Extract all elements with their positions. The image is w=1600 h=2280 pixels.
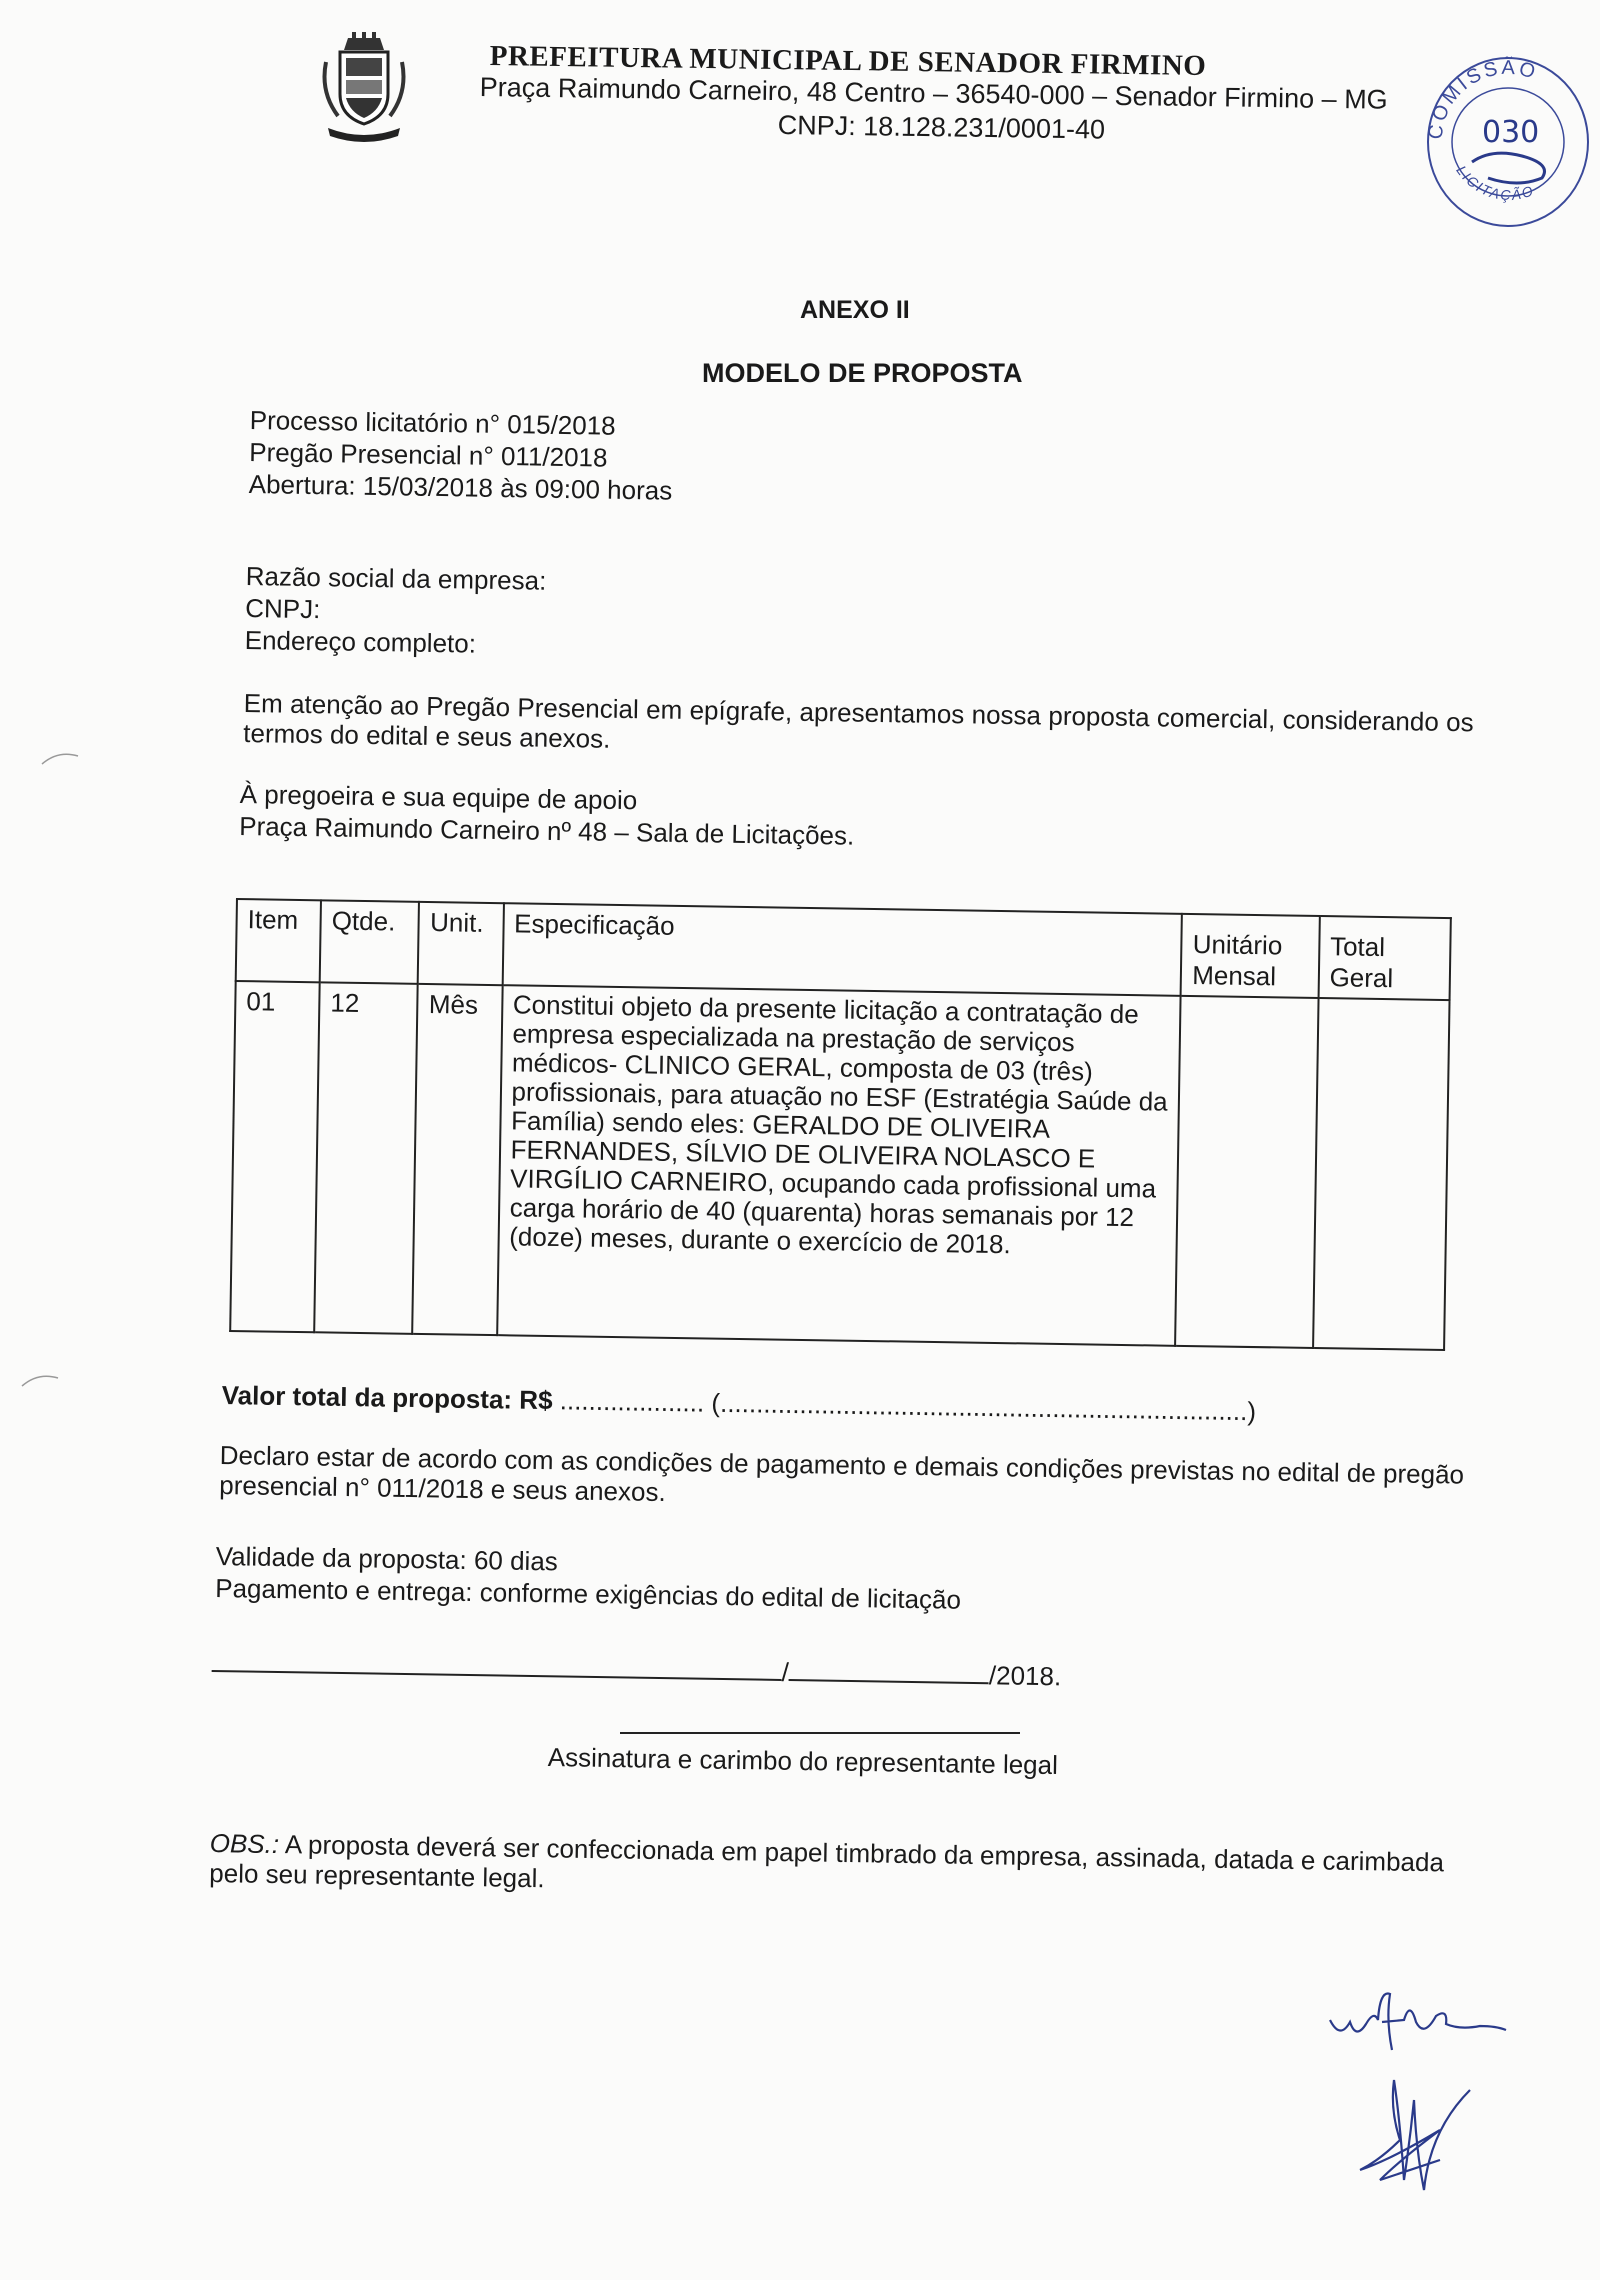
header-title: PREFEITURA MUNICIPAL DE SENADOR FIRMINO [489, 40, 1207, 83]
table-row [230, 981, 1449, 1350]
margin-mark [20, 1370, 60, 1390]
commission-stamp [1422, 52, 1592, 228]
header-address: Praça Raimundo Carneiro, 48 Centro – 36540-000 – Senador Firmino – MG [479, 72, 1388, 115]
company-fields [244, 560, 945, 667]
declaration-paragraph: Declaro estar de acordo com as condições de pagamento e demais condições previstas no edital de pregão presencial n° 011/2018 e seus anexos. [219, 1440, 1465, 1508]
process-info [248, 404, 949, 511]
annex-title: ANEXO II [800, 296, 910, 324]
signature-line [620, 1732, 1020, 1734]
addressee-line-2: Praça Raimundo Carneiro nº 48 – Sala de Licitações. [239, 810, 855, 851]
header-item: Item [236, 899, 321, 982]
obs-text: A proposta deverá ser confeccionada em papel timbrado da empresa, assinada, datada e carimbada pelo seu representante legal. [209, 1829, 1445, 1894]
signature-label: Assinatura e carimbo do representante legal [547, 1742, 1059, 1781]
header-total: Total Geral [1318, 916, 1451, 1000]
pregao-number: Pregão Presencial n° 011/2018 [249, 436, 608, 473]
row-total [1313, 998, 1450, 1350]
date-year: /2018. [988, 1660, 1062, 1692]
header-unitario: Unitário Mensal [1181, 914, 1320, 998]
company-address-label: Endereço completo: [244, 624, 477, 659]
company-cnpj-label: CNPJ: [245, 592, 321, 625]
proposal-table [229, 898, 1452, 1351]
addressee [239, 778, 1040, 855]
stamp-number: 030 [1482, 115, 1540, 150]
handwritten-rubric [1320, 1980, 1520, 2060]
opening-date: Abertura: 15/03/2018 às 09:00 horas [248, 468, 673, 506]
addressee-line-1: À pregoeira e sua equipe de apoio [239, 778, 638, 816]
row-item: 01 [230, 981, 320, 1332]
company-name-label: Razão social da empresa: [245, 560, 547, 596]
header-unit: Unit. [418, 902, 503, 985]
row-unit: Mês [413, 984, 503, 1335]
stamp-bottom-text: LICITAÇÃO [1453, 162, 1537, 204]
row-spec: Constitui objeto da presente licitação a contratação de empresa especializada na prestação de serviços médicos- CLINICO GERAL, composta de 03 (três) profissionais, para atuação no ESF (Estratégia Saúde da Família) sendo eles: GERALDO DE OLIVEIRA FERNANDES, SÍLVIO DE OLIVEIRA NOLASCO E VIRGÍLIO CARNEIRO, ocupando cada profissional uma carga horário de 40 (quarenta) horas semanais por 12 (doze) meses, durante o exercício de 2018. [497, 985, 1181, 1346]
process-number: Processo licitatório n° 015/2018 [249, 404, 616, 441]
date-separator: / [781, 1656, 790, 1688]
margin-mark [40, 748, 80, 768]
date-month-blank [789, 1657, 989, 1684]
row-qtd: 12 [314, 982, 418, 1334]
header-spec: Especificação [502, 903, 1182, 996]
model-title: MODELO DE PROPOSTA [702, 358, 1023, 388]
observation [209, 1828, 1450, 1907]
total-value-label: Valor total da proposta: R$ [221, 1380, 553, 1416]
obs-label: OBS.: [209, 1828, 280, 1860]
handwritten-signature [1340, 2060, 1490, 2210]
total-value-line [222, 1380, 1372, 1429]
date-line [212, 1648, 1112, 1693]
row-unitario [1175, 996, 1318, 1348]
intro-paragraph: Em atenção ao Pregão Presencial em epígrafe, apresentamos nossa proposta comercial, considerando os termos do edital e seus anexos. [243, 688, 1474, 754]
municipal-crest-logo [318, 32, 410, 144]
validity-line: Validade da proposta: 60 dias [215, 1540, 559, 1577]
stamp-top-text: COMISSÃO [1424, 56, 1541, 141]
total-value-words-blank: .........................................................................) [719, 1387, 1257, 1427]
header-qtd: Qtde. [320, 900, 420, 984]
date-place-blank [212, 1648, 782, 1681]
total-value-blank: .................... ( [552, 1385, 721, 1418]
payment-line: Pagamento e entrega: conforme exigências do edital de licitação [215, 1572, 962, 1615]
header-cnpj: CNPJ: 18.128.231/0001-40 [777, 110, 1106, 145]
validity-info [215, 1540, 1116, 1618]
